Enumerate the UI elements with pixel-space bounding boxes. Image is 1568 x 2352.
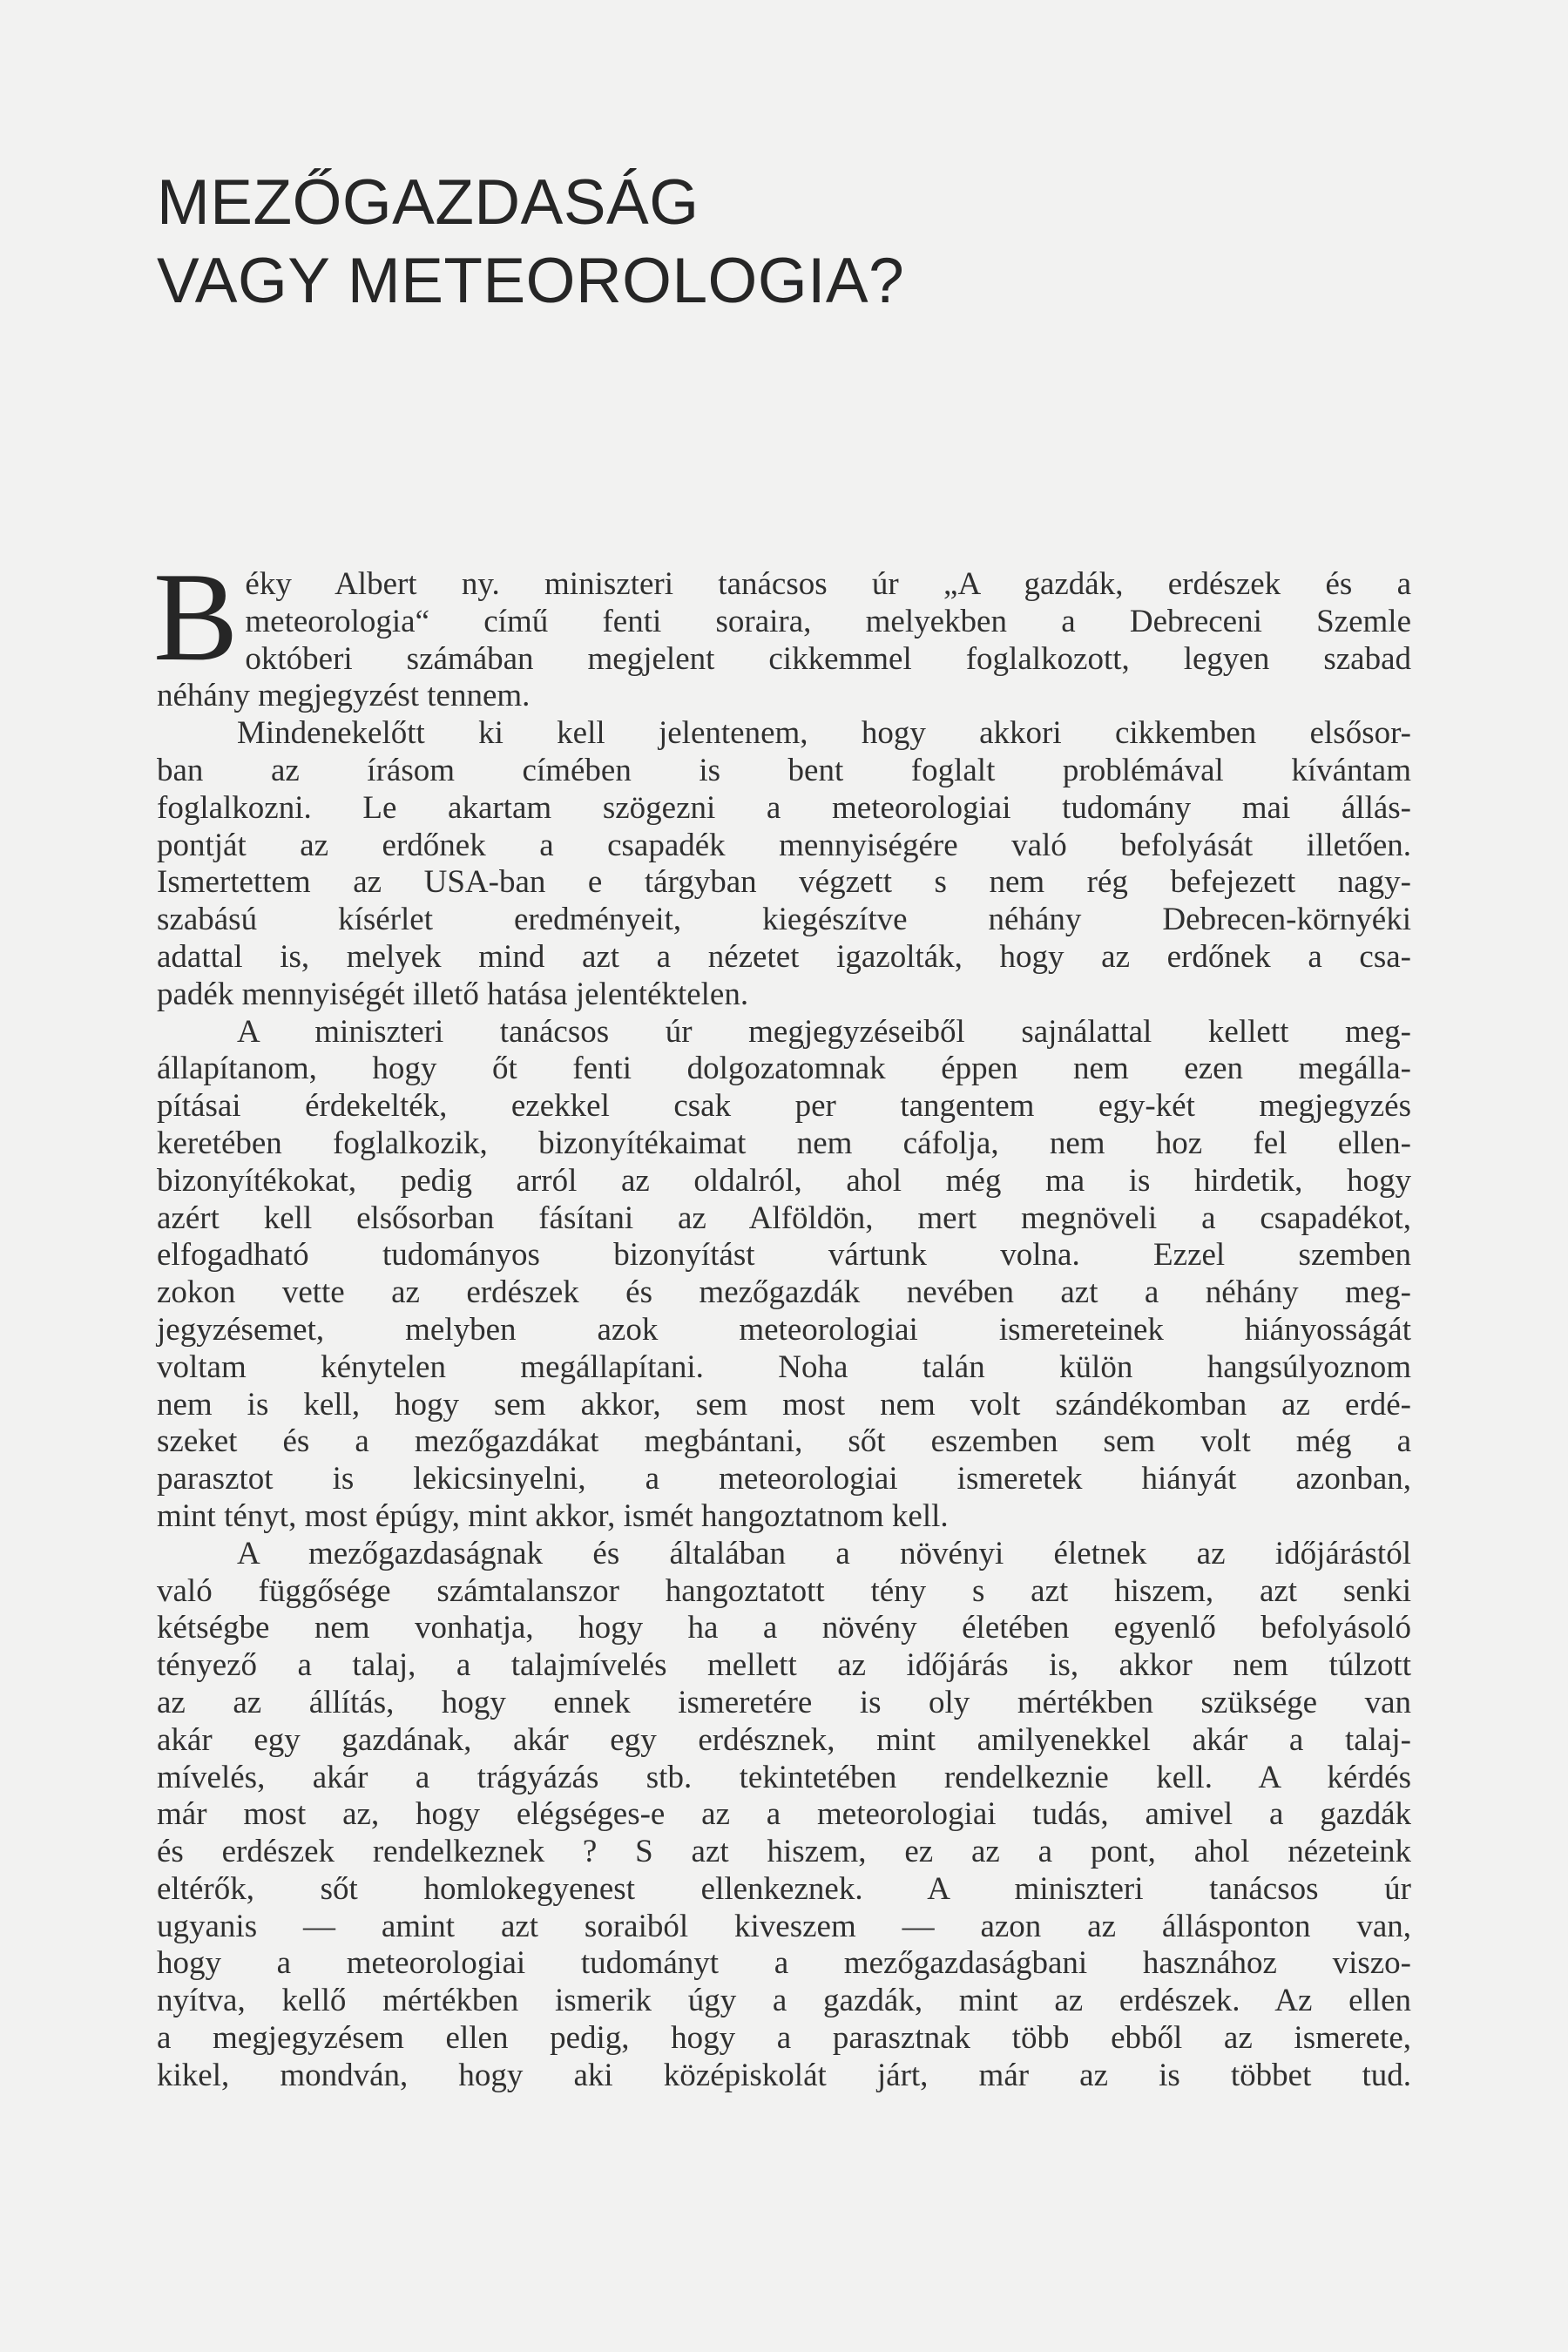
text-line: bizonyítékokat, pedig arról az oldalról, ahol még ma is hirdetik, hogy (157, 1162, 1411, 1199)
text-line: éky Albert ny. miniszteri tanácsos úr „A gazdák, erdészek és a (245, 566, 1411, 602)
text-line: voltam kénytelen megállapítani. Noha talán külön hangsúlyoznom (157, 1348, 1411, 1385)
title-line-2: VAGY METEOROLOGIA? (157, 246, 905, 316)
paragraph-start: A miniszteri tanácsos úr megjegyzéseiből sajnálattal kellett meg- (237, 1013, 1411, 1050)
text-line: foglalkozni. Le akartam szögezni a meteorologiai tudomány mai állás- (157, 789, 1411, 826)
text-line: néhány megjegyzést tennem. (157, 678, 531, 714)
article-title (157, 164, 904, 321)
text-line: azért kell elsősorban fásítani az Alföldön, mert megnöveli a csapadékot, (157, 1200, 1411, 1236)
text-line: jegyzésemet, melyben azok meteorologiai ismereteinek hiányosságát (157, 1311, 1411, 1348)
article-body (153, 546, 1411, 2095)
text-line: elfogadható tudományos bizonyítást vártunk volna. Ezzel szemben (157, 1237, 1411, 1274)
text-line: parasztot is lekicsinyelni, a meteorologiai ismeretek hiányát azonban, (157, 1461, 1411, 1497)
text-line: és erdészek rendelkeznek ? S azt hiszem, ez az a pont, ahol nézeteink (157, 1834, 1411, 1870)
text-line: októberi számában megjelent cikkemmel foglalkozott, legyen szabad (245, 640, 1411, 677)
text-line: padék mennyiségét illető hatása jelentéktelen. (157, 976, 749, 1012)
text-line: a megjegyzésem ellen pedig, hogy a parasztnak több ebből az ismerete, (157, 2020, 1411, 2057)
text-line (157, 1014, 1411, 1051)
text-line: nyítva, kellő mértékben ismerik úgy a gazdák, mint az erdészek. Az ellen (157, 1983, 1411, 2019)
text-line: mívelés, akár a trágyázás stb. tekintetében rendelkeznie kell. A kérdés (157, 1759, 1411, 1795)
text-line: keretében foglalkozik, bizonyítékaimat nem cáfolja, nem hoz fel ellen- (157, 1125, 1411, 1161)
text-line: az az állítás, hogy ennek ismeretére is oly mértékben szüksége van (157, 1684, 1411, 1720)
text-line: nem is kell, hogy sem akkor, sem most nem volt szándékomban az erdé- (157, 1386, 1411, 1423)
text-line: kikel, mondván, hogy aki középiskolát járt, már az is többet tud. (157, 2057, 1411, 2093)
text-line: Ismertettem az USA-ban e tárgyban végzett s nem rég befejezett nagy- (157, 864, 1411, 901)
paragraph-start: A mezőgazdaságnak és általában a növényi életnek az időjárástól (237, 1535, 1411, 1571)
text-line: ban az írásom címében is bent foglalt problémával kívántam (157, 752, 1411, 788)
text-line (157, 1536, 1411, 1573)
text-line: szabású kísérlet eredményeit, kiegészítve néhány Debrecen-környéki (157, 902, 1411, 938)
text-line: eltérők, sőt homlokegyenest ellenkeznek. A miniszteri tanácsos úr (157, 1870, 1411, 1907)
text-line: hogy a meteorologiai tudományt a mezőgazdaságbani hasznához viszo- (157, 1945, 1411, 1982)
text-line: pontját az erdőnek a csapadék mennyiségére való befolyását illetően. (157, 827, 1411, 863)
text-line: való függősége számtalanszor hangoztatott tény s azt hiszem, azt senki (157, 1572, 1411, 1609)
text-line: ugyanis — amint azt soraiból kiveszem — azon az állásponton van, (157, 1908, 1411, 1944)
text-line: szeket és a mezőgazdákat megbántani, sőt eszemben sem volt még a (157, 1423, 1411, 1460)
text-line: akár egy gazdának, akár egy erdésznek, mint amilyenekkel akár a talaj- (157, 1721, 1411, 1758)
text-line: kétségbe nem vonhatja, hogy ha a növény életében egyenlő befolyásoló (157, 1610, 1411, 1646)
text-line: meteorologia“ című fenti soraira, melyekben a Debreceni Szemle (245, 603, 1411, 639)
title-line-1: MEZŐGAZDASÁG (157, 167, 700, 238)
text-line: zokon vette az erdészek és mezőgazdák nevében azt a néhány meg- (157, 1274, 1411, 1311)
text-line: pításai érdekelték, ezekkel csak per tangentem egy-két megjegyzés (157, 1088, 1411, 1125)
text-line: adattal is, melyek mind azt a nézetet igazolták, hogy az erdőnek a csa- (157, 938, 1411, 975)
text-line: mint tényt, most épúgy, mint akkor, ismét hangoztatnom kell. (157, 1497, 949, 1534)
text-line: tényező a talaj, a talajmívelés mellett az időjárás is, akkor nem túlzott (157, 1647, 1411, 1684)
text-line: már most az, hogy elégséges-e az a meteorologiai tudás, amivel a gazdák (157, 1796, 1411, 1833)
drop-cap: B (153, 546, 239, 687)
text-line: állapítanom, hogy őt fenti dolgozatomnak éppen nem ezen megálla- (157, 1051, 1411, 1087)
paragraph-start: Mindenekelőtt ki kell jelentenem, hogy akkori cikkemben elsősor- (237, 715, 1411, 752)
text-line (157, 715, 1411, 753)
